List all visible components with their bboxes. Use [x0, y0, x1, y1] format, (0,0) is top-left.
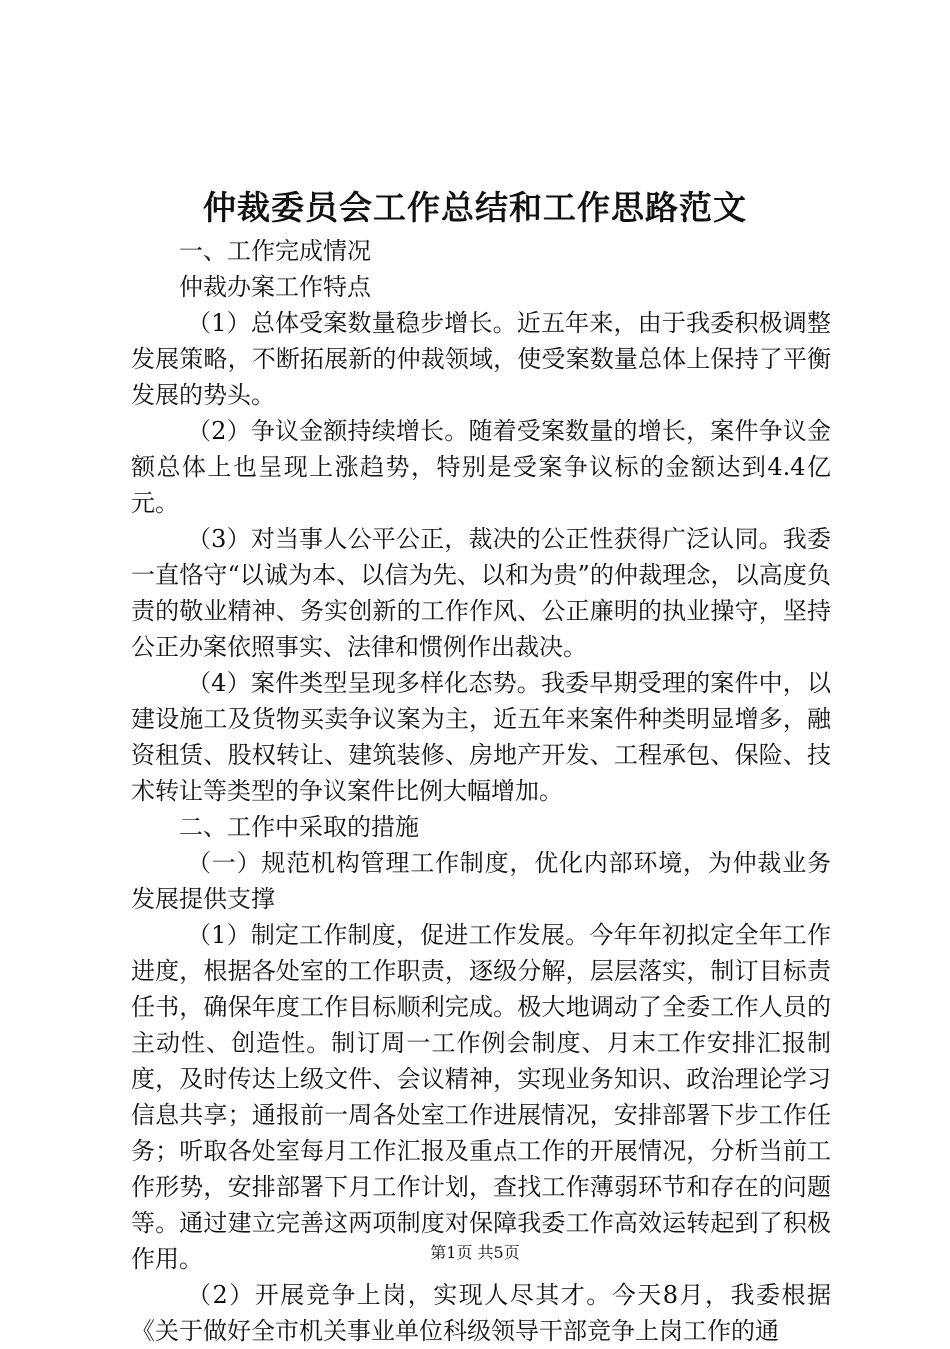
- page-number-footer: 第1页 共5页: [430, 1243, 520, 1262]
- paragraph: （2）开展竞争上岗，实现人尽其才。今天8月，我委根据《关于做好全市机关事业单位科级领导干部竞争上岗工作的通: [131, 1281, 831, 1345]
- paragraph: （1）制定工作制度，促进工作发展。今年年初拟定全年工作进度，根据各处室的工作职责，逐级分解，层层落实，制订目标责任书，确保年度工作目标顺利完成。极大地调动了全委工作人员的主动性、创造性。制订周一工作例会制度、月末工作安排汇报制度，及时传达上级文件、会议精神，实现业务知识、政治理论学习信息共享；通报前一周各处室工作进展情况，安排部署下步工作任务；听取各处室每月工作汇报及重点工作的开展情况，分析当前工作形势，安排部署下月工作计划，查找工作薄弱环节和存在的问题等。通过建立完善这两项制度对保障我委工作高效运转起到了积极作用。: [131, 921, 831, 1273]
- section-heading: 二、工作中采取的措施: [179, 813, 419, 841]
- paragraph: （3）对当事人公平公正，裁决的公正性获得广泛认同。我委一直恪守“以诚为本、以信为先、以和为贵”的仲裁理念，以高度负责的敬业精神、务实创新的工作作风、公正廉明的执业操守，坚持公正办案依照事实、法律和惯例作出裁决。: [131, 525, 831, 661]
- subsection-heading: 仲裁办案工作特点: [179, 273, 371, 301]
- section-heading: 一、工作完成情况: [179, 237, 371, 265]
- paragraph: （4）案件类型呈现多样化态势。我委早期受理的案件中，以建设施工及货物买卖争议案为主，近五年来案件种类明显增多，融资租赁、股权转让、建筑装修、房地产开发、工程承包、保险、技术转让等类型的争议案件比例大幅增加。: [131, 669, 831, 805]
- document-title: 仲裁委员会工作总结和工作思路范文: [203, 188, 747, 227]
- paragraph: （1）总体受案数量稳步增长。近五年来，由于我委积极调整发展策略，不断拓展新的仲裁领域，使受案数量总体上保持了平衡发展的势头。: [131, 309, 831, 409]
- document-body: [131, 233, 831, 1349]
- subsection-heading: （一）规范机构管理工作制度，优化内部环境，为仲裁业务发展提供支撑: [131, 849, 831, 913]
- paragraph: （2）争议金额持续增长。随着受案数量的增长，案件争议金额总体上也呈现上涨趋势，特别是受案争议标的金额达到4.4亿元。: [131, 417, 831, 517]
